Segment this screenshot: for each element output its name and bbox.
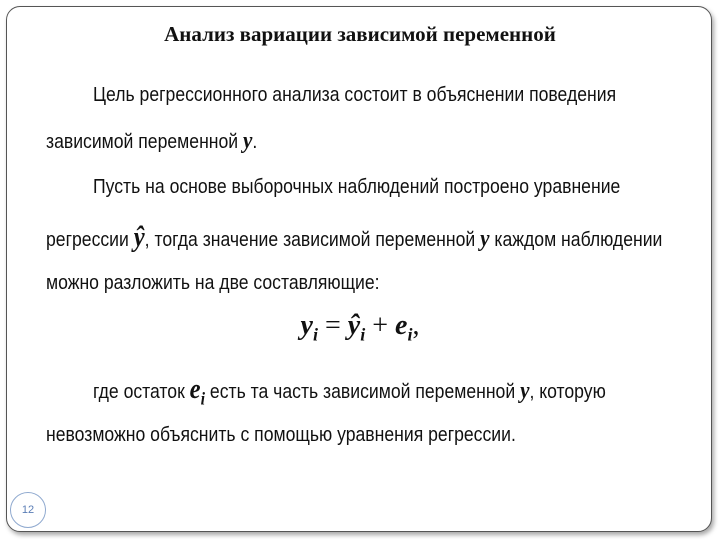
text: регрессии <box>46 229 129 251</box>
text: , которую <box>529 381 606 403</box>
formula-y-hat: ŷ <box>347 310 361 341</box>
variable-y: y <box>480 226 490 252</box>
text: каждом наблюдении <box>494 229 663 251</box>
text: есть та часть зависимой переменной <box>209 381 516 403</box>
variable-y: y <box>243 128 253 154</box>
text: , тогда значение зависимой переменной <box>144 229 476 251</box>
variable-e <box>189 374 206 409</box>
text: зависимой переменной <box>46 131 239 153</box>
text: Пусть на основе выборочных наблюдений построено уравнение <box>93 176 621 198</box>
paragraph-1-line-1 <box>93 84 616 107</box>
formula-lhs-sub: i <box>312 324 318 345</box>
variable-y: y <box>520 378 530 404</box>
text: где остаток <box>93 381 185 403</box>
formula-e: e <box>395 310 408 341</box>
variable-e-letter: e <box>189 374 201 405</box>
formula <box>0 310 720 346</box>
text: Цель регрессионного анализа состоит в объяснении поведения <box>93 84 617 106</box>
paragraph-3-line-2 <box>46 424 516 447</box>
slide-number: 12 <box>21 504 35 516</box>
variable-e-sub: i <box>200 388 206 409</box>
text: можно разложить на две составляющие: <box>46 272 380 294</box>
slide-number-badge <box>10 492 46 528</box>
paragraph-3-line-1 <box>93 374 606 410</box>
formula-lhs: y <box>300 310 313 341</box>
text: невозможно объяснить с помощью уравнения регрессии. <box>46 424 516 446</box>
text: . <box>252 131 258 153</box>
paragraph-2-line-3 <box>46 272 380 295</box>
formula-plus: + <box>365 310 396 341</box>
paragraph-1-line-2 <box>46 128 257 155</box>
formula-end: , <box>412 310 420 341</box>
formula-eq: = <box>317 310 348 341</box>
slide-title: Анализ вариации зависимой переменной <box>164 22 556 46</box>
variable-y-hat: ŷ <box>133 222 145 253</box>
paragraph-2-line-1 <box>93 176 620 199</box>
formula-e-sub: i <box>407 324 413 345</box>
paragraph-2-line-2 <box>46 222 662 254</box>
formula-y-hat-sub: i <box>360 324 366 345</box>
